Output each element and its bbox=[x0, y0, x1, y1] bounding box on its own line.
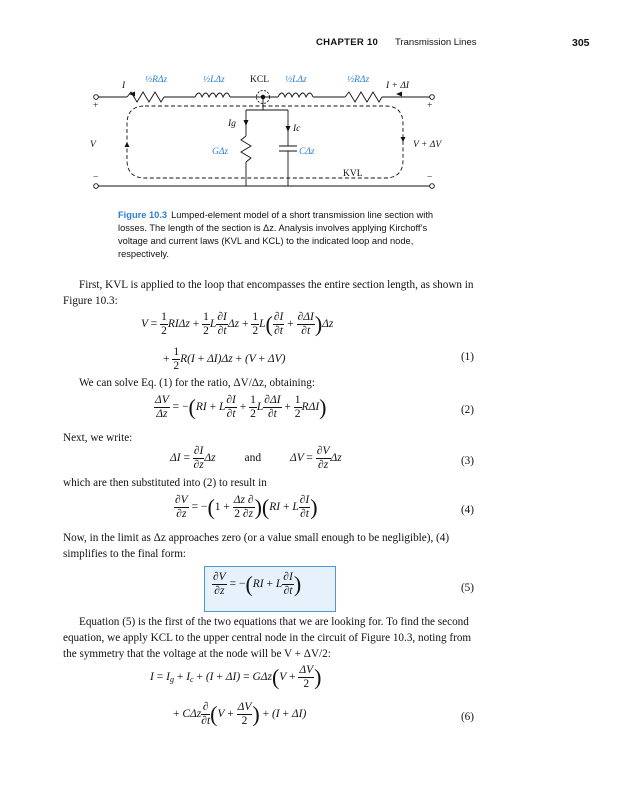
kvl-loop bbox=[127, 106, 403, 178]
label-kcl: KCL bbox=[250, 75, 269, 85]
equation-1-line-2: + $\frac{1}{2}$ R(I + ΔI)Δz + (V + ΔV) bbox=[163, 346, 286, 372]
label-ic: Ic bbox=[293, 124, 301, 134]
label-r-left: ½RΔz bbox=[145, 75, 168, 85]
paragraph-limit: Now, in the limit as Δz approaches zero (or a value small enough to be negligible), (4) simplifies to the final form: bbox=[63, 532, 450, 560]
label-r-right: ½RΔz bbox=[347, 75, 370, 85]
equation-number-3: (3) bbox=[460, 455, 474, 467]
word-and: and bbox=[244, 452, 262, 465]
figure-caption bbox=[118, 209, 458, 261]
paragraph-kvl-intro: First, KVL is applied to the loop that encompasses the entire section length, as shown in Figure 10.3: bbox=[63, 279, 474, 307]
equation-1-line-1: V = $\frac{1}{2}$ RIΔz + $\frac{1}{2}$ L $\frac{\partial I}{\partial t}$ Δz + $\frac{1}{2}$ L( $\frac{\partial I}{\partial t}$ + $\frac{\partial\Delta I}{\partial t}$ )Δz bbox=[141, 311, 334, 337]
equation-number-4: (4) bbox=[460, 504, 474, 516]
figure-caption-label: Figure 10.3 bbox=[118, 210, 168, 220]
equation-number-6: (6) bbox=[460, 711, 474, 723]
figure-caption-text: Lumped-element model of a short transmission line section with losses. The length of the section is Δz. Analysis involves applying Kirchoff’s voltage and current laws (KVL and KCL) to the indicated loop and node, respectively. bbox=[118, 210, 434, 259]
equation-number-1: (1) bbox=[460, 351, 474, 363]
label-c: CΔz bbox=[299, 147, 315, 157]
paragraph-kcl: Equation (5) is the first of the two equations that we are looking for. To find the second equation, we apply KCL to the upper central node in the circuit of Figure 10.3, noting from the symmetry that the voltage at the node will be V + ΔV/2: bbox=[63, 616, 472, 660]
label-v-right: V + ΔV bbox=[413, 140, 442, 150]
paragraph-solve-ratio: We can solve Eq. (1) for the ratio, ΔV/Δz, obtaining: bbox=[79, 377, 315, 389]
chapter-title: Transmission Lines bbox=[395, 37, 477, 48]
equation-4: $\frac{\partial V}{\partial z}$ = −(1 + $\frac{\Delta z \partial}{2 \partial z}$ )(RI + L $\frac{\partial I}{\partial t}$ ) bbox=[175, 494, 318, 520]
paragraph-next: Next, we write: bbox=[63, 432, 133, 444]
resistor-right bbox=[345, 92, 382, 102]
label-minus-left: − bbox=[93, 173, 99, 183]
label-kvl: KVL bbox=[343, 169, 363, 179]
label-v-left: V bbox=[90, 140, 96, 150]
page-number: 305 bbox=[572, 37, 590, 49]
equation-number-5: (5) bbox=[460, 582, 474, 594]
conductance-resistor bbox=[241, 136, 251, 162]
equation-6-line-2: + CΔz $\frac{\partial}{\partial t}$ (V + $\frac{\Delta V}{2}$ ) + (I + ΔI) bbox=[173, 701, 307, 727]
label-l-right: ½LΔz bbox=[285, 75, 307, 85]
equation-5: $\frac{\partial V}{\partial z}$ = −(RI + L $\frac{\partial I}{\partial t}$ ) bbox=[213, 571, 302, 597]
inductor-right bbox=[278, 93, 313, 97]
inductor-left bbox=[195, 93, 230, 97]
label-minus-right: − bbox=[427, 173, 433, 183]
equation-3: ΔI = $\frac{\partial I}{\partial z}$ Δz and ΔV = $\frac{\partial V}{\partial z}$ Δz bbox=[170, 445, 342, 471]
label-plus-left: + bbox=[93, 101, 99, 111]
label-ig: Ig bbox=[228, 119, 236, 129]
label-g: GΔz bbox=[212, 147, 229, 157]
label-i-right: I + ΔI bbox=[386, 81, 410, 91]
chapter-label: CHAPTER 10 bbox=[316, 37, 379, 48]
equation-number-2: (2) bbox=[460, 404, 474, 416]
circuit-diagram bbox=[85, 68, 455, 196]
label-i-left: I bbox=[122, 81, 126, 91]
equation-2: $\frac{\Delta V}{\Delta z}$ = −(RI + L $\frac{\partial I}{\partial t}$ + $\frac{1}{2}$ L $\frac{\partial\Delta I}{\partial t}$ + $\frac{1}{2}$ RΔI) bbox=[155, 394, 327, 420]
label-plus-right: + bbox=[427, 101, 433, 111]
paragraph-substituted: which are then substituted into (2) to result in bbox=[63, 477, 267, 489]
label-l-left: ½LΔz bbox=[203, 75, 225, 85]
equation-6-line-1: $I = I_g + I_c + (I + \Delta I) = G\Delta z(V$ + $\frac{\Delta V}{2}$ ) bbox=[150, 664, 322, 690]
